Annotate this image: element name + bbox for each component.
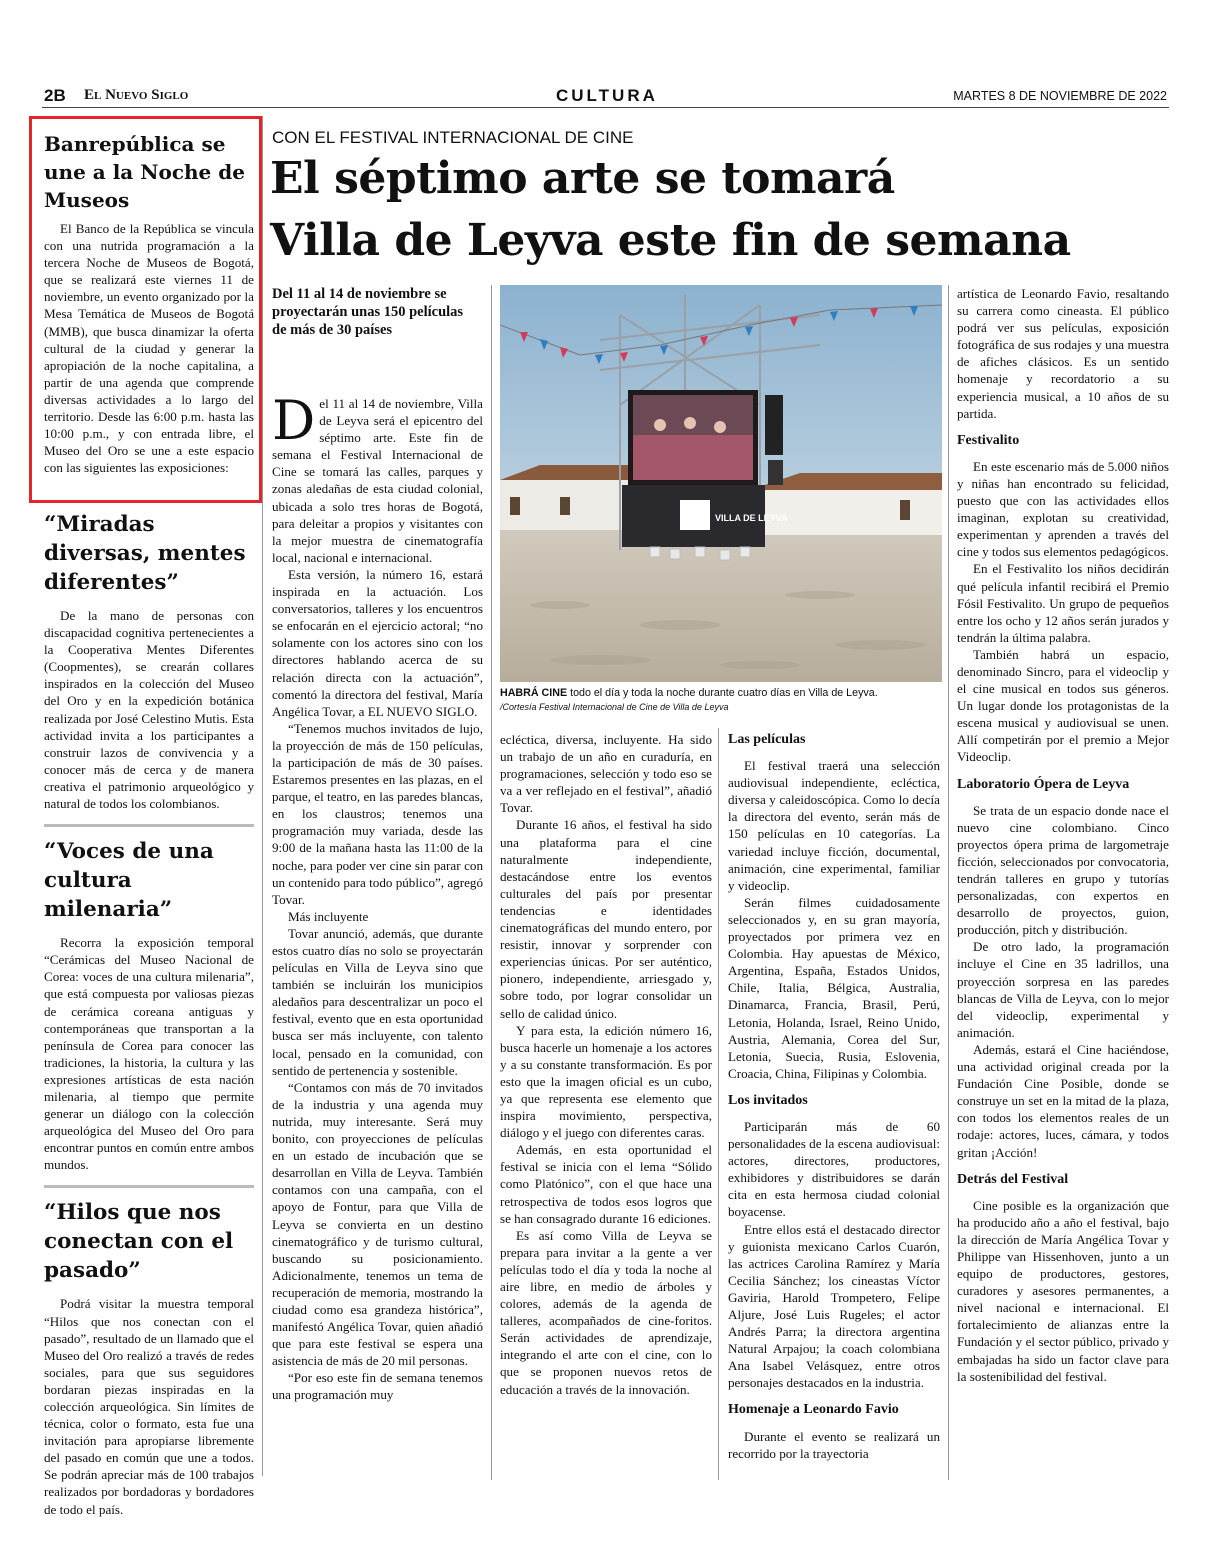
article-paragraph: “Tenemos muchos invitados de lujo, la proyección de más de 150 películas, la participación de más de 30 países. Estaremos presentes en las plazas, en el parque, el teatro, en las paredes blancas, en los claustros; tenemos una programación muy variada, desde las 9:00 de la mañana hasta las 11:00 de la noche, para poder ver cine sin parar con un contenido para todo público”, agregó Tovar. (272, 720, 483, 907)
article-paragraph: Tovar anunció, además, que durante estos cuatro días no solo se proyectarán películas en Villa de Leyva sino que también se incluirán los municipios aledaños para descentralizar un poco el festival, evento que en esta oportunidad busca ser más incluyente, con talento local, pensado en la comunidad, con sentido de pertenencia y sostenible. (272, 925, 483, 1078)
article-paragraph: En el Festivalito los niños decidirán qué película infantil recibirá el Premio Fósil Festivalito. Un grupo de pequeños entre los ocho y 12 años serán jurados y tendrán la última palabra. (957, 561, 1169, 645)
article-subhead: Detrás del Festival (957, 1171, 1069, 1187)
column-divider (948, 285, 949, 1480)
sidebar-item-title: “Hilos que nos conectan con el pasado” (44, 1200, 234, 1284)
article-paragraph: Durante 16 años, el festival ha sido una plataforma para el cine naturalmente independiente, destacándose entre los eventos culturales del país por presentar tendencias e identidades cinematográficas del mundo entero, por resistir, innovar y sorprender con experiencias únicas. Por ser auténtico, pionero, independiente, arriesgado y, sobre todo, por lograr consolidar un sello de calidad único. (500, 817, 712, 1021)
article-paragraph: Además, estará el Cine haciéndose, una actividad original creada por la Fundación Cine Posible, donde se construye un set en la mitad de la plaza, con todos los elementos reales de un rodaje: actores, luces, cámara, y todos gritan ¡Acción! (957, 1041, 1169, 1160)
article-photo (500, 285, 942, 682)
article-paragraph: Entre ellos está el destacado director y guionista mexicano Carlos Cuarón, las actrices Carolina Ramírez y María Cecilia Sánchez; los cineastas Víctor Gaviria, Harold Trompetero, Felipe Aljure, José Luis Rugeles; el actor Andrés Parra; la directora argentina Natural Arpajou; la coach colombiana Ana Isabel Velásquez, entre otros personajes destacados en la industria. (728, 1221, 940, 1391)
article-paragraph: ecléctica, diversa, incluyente. Ha sido un trabajo de un año en curaduría, en programaciones, selección y todo eso se va a ver reflejado en el festival”, añadió Tovar. (500, 732, 712, 816)
article-deck: Del 11 al 14 de noviembre se proyectarán unas 150 películas de más de 30 países (272, 286, 464, 338)
sidebar-items (44, 510, 254, 1518)
article-paragraph: Del 11 al 14 de noviembre, Villa de Leyva será el epicentro del séptimo arte. Este fin de semana el Festival Internacional de Cine se tomará las calles, parques y zonas aledañas de esta ciudad colonial, ubicada a solo tres horas de Bogotá, para deleitar a propios y visitantes con la mejor muestra de cinematografía local, nacional e internacional. (272, 389, 483, 565)
article-subhead: Festivalito (957, 432, 1020, 448)
photo-credit: /Cortesía Festival Internacional de Cine de Villa de Leyva (500, 702, 729, 712)
photo-caption-text: todo el día y toda la noche durante cuatro días en Villa de Leyva. (570, 687, 878, 699)
article-paragraph: Además, en esta oportunidad el festival se inicia con el lema “Sólido como Platónico”, con el que hace una retrospectiva de todos esos logros que se han consagrado durante 16 ediciones. (500, 1142, 712, 1226)
article-paragraph: Serán filmes cuidadosamente seleccionados y, en su gran mayoría, proyectados por primera vez en Colombia. Hay apuestas de México, Argentina, España, Estados Unidos, Chile, Italia, Bélgica, Australia, Dinamarca, Francia, Brasil, Perú, Letonia, Holanda, Israel, Reino Unido, Austria, Alemania, Corea del Sur, Letonia, Suecia, Rusia, Eslovenia, Croacia, China, Filipinas y Colombia. (728, 894, 940, 1081)
article-subhead: Laboratorio Ópera de Leyva (957, 776, 1130, 792)
sidebar-item-title: “Miradas diversas, mentes diferentes” (44, 512, 246, 595)
screen-banner-text: VILLA DE LEYVA (715, 513, 788, 523)
article-paragraph: Es así como Villa de Leyva se prepara para invitar a la gente a ver películas todo el día y toda la noche al aire libre, en medio de árboles y colores, además de la agenda de talleres, acompañados de cine-foritos. Serán actividades de aprendizaje, integrando el arte con el cine, con lo que se proponen nuevos retos de educación a través de la innovación. (500, 1227, 712, 1397)
sidebar-item-title: “Voces de una cultura milenaria” (44, 839, 214, 923)
sidebar (44, 130, 254, 476)
sidebar-item (44, 837, 254, 1173)
article-subhead: Más incluyente (288, 908, 369, 924)
page-date: MARTES 8 DE NOVIEMBRE DE 2022 (953, 89, 1167, 103)
article-kicker: CON EL FESTIVAL INTERNACIONAL DE CINE (272, 128, 634, 147)
article-paragraph: Y para esta, la edición número 16, busca hacerle un homenaje a los actores y a su constante transformación. Es por esto que la imagen oficial es un cubo, ya que representa ese elemento que inspira movimiento, perspectiva, diálogo y el juego con diferentes caras. (500, 1022, 712, 1141)
dropcap: D (272, 389, 316, 452)
photo-caption-lead: HABRÁ CINE (500, 687, 568, 699)
sidebar-item (44, 510, 254, 812)
headline-line-1: El séptimo arte se tomará (270, 153, 895, 204)
page-number: 2B (44, 86, 66, 105)
article-column-3 (728, 731, 940, 1462)
article-column-2 (500, 731, 712, 1398)
sidebar-divider (44, 1185, 254, 1188)
column-divider (718, 728, 719, 1480)
article-paragraph: En este escenario más de 5.000 niños y niñas han encontrado su felicidad, puesto que con las actividades ellos imaginan, explotan su creatividad, experimentan y aprenden a través del cine y todos sus elementos pedagógicos. (957, 458, 1169, 560)
sidebar-item-text: Podrá visitar la muestra temporal “Hilos que nos conectan con el pasado”, resultado de un llamado que el Museo del Oro realizó a través de redes sociales, para que sus seguidores bordaran piezas inspiradas en la colección arqueológica. Sin límites de técnica, color o formato, esta fue una invitación para apropiarse libremente del pasado en común que une a todos. Se podrán apreciar más de 100 trabajos realizados por bordadoras y bordadores de todo el país. (44, 1296, 254, 1517)
article-column-1 (272, 389, 483, 1404)
column-divider (262, 116, 263, 1476)
article-paragraph: Durante el evento se realizará un recorrido por la trayectoria (728, 1428, 940, 1461)
article-paragraph: Esta versión, la número 16, estará inspirada en la actuación. Los conversatorios, talleres y los encuentros se enfocarán en el ejercicio actoral; “no solamente con los actores sino con los directores hablando acerca de su relación directa con la actuación”, comentó la directora del festival, María Angélica Tovar, a EL NUEVO SIGLO. (272, 566, 483, 719)
column-divider (491, 285, 492, 1480)
article-paragraph: Se trata de un espacio donde nace el nuevo cine colombiano. Cinco proyectos ópera prima de largometraje ficción, seleccionados por convocatoria, tendrán talleres en grupo y tutorías personalizadas, con expertos en desarrollo de proyectos, guion, producción, pitch y distribución. (957, 802, 1169, 938)
article-paragraph: “Contamos con más de 70 invitados de la industria y una agenda muy nutrida, muy interesante. Será muy bonito, con proyecciones de películas en un estado de incubación que se desarrollan en Villa de Leyva. También contamos con una campaña, con el apoyo de Fontur, para que Villa de Leyva se convierta en un destino cinematográfico y de turismo cultural, buscando su posicionamiento. Adicionalmente, tenemos un tema de recuperación de memoria, mostrando la ciudad como esa grandeza histórica”, manifestó Angélica Tovar, quien añadió que para este festival se espera una asistencia de más de 20 mil personas. (272, 1079, 483, 1369)
article-paragraph: Participarán más de 60 personalidades de la escena audiovisual: actores, directores, productores, exhibidores y distribuidores se darán cita en esta hermosa ciudad colonial boyacense. (728, 1118, 940, 1220)
article-subhead: Homenaje a Leonardo Favio (728, 1402, 899, 1418)
header-rule (42, 107, 1169, 108)
sidebar-boxed-title: Banrepública se une a la Noche de Museos (44, 132, 245, 212)
sidebar-divider (44, 824, 254, 827)
sidebar-item-text: De la mano de personas con discapacidad cognitiva pertenecientes a la Cooperativa Mentes Diferentes (Coopmentes), se crearán collares inspirados en la colección del Museo del Oro y en la expedición botánica realizada por José Celestino Mutis. Esta actividad invita a los participantes a construir lazos de convivencia y a conocer más de cerca y de manera creativa el patrimonio arqueológico y natural de todos los colombianos. (44, 608, 254, 812)
article-paragraph: De otro lado, la programación incluye el Cine en 35 ladrillos, una proyección sorpresa en las paredes blancas de Villa de Leyva, con lo mejor del videoclip, experimental y animación. (957, 939, 1169, 1040)
section-name: CULTURA (556, 86, 658, 105)
sidebar-item (44, 1198, 254, 1517)
article-paragraph: Cine posible es la organización que ha producido año a año el festival, bajo la dirección de María Angélica Tovar y Philippe van Hissenhoven, junto a un equipo de productores, gestores, curadores y asesores permanentes, a nivel nacional e internacional. El fortalecimiento de alianzas entre la Fundación y el sector público, privado y embajadas ha sido un factor clave para la sostenibilidad del festival. (957, 1197, 1169, 1384)
article-column-4 (957, 285, 1169, 1385)
newspaper-name: El Nuevo Siglo (84, 87, 189, 103)
headline-line-2: Villa de Leyva este fin de semana (270, 215, 1071, 266)
article-paragraph: artística de Leonardo Favio, resaltando su carrera como cineasta. El público podrá ver sus películas, exposición fotográfica de sus rodajes y una muestra de afiches clásicos. Es un sentido homenaje y recordatorio a su experiencia musical, a 10 años de su partida. (957, 286, 1169, 421)
festival-screen-photo (500, 285, 942, 682)
article-paragraph: También habrá un espacio, denominado Sincro, para el videoclip y el cine musical en todos sus géneros. Un lugar donde los protagonistas de la escena musical y audiovisual se unen. Allí competirán por el premio a Mejor Videoclip. (957, 646, 1169, 765)
article-subhead: Las películas (728, 732, 806, 747)
sidebar-item-text: Recorra la exposición temporal “Cerámicas del Museo Nacional de Corea: voces de una cultura milenaria”, que está compuesta por valiosas piezas de cerámica coreana antiguas y contemporáneas que transportan a la península de Corea para conocer las tradiciones, la historia, la cultura y las expresiones artísticas de esta nación milenaria, al tiempo que permite generar un diálogo con la colección arqueológica del Museo del Oro para encontrar puntos en común entre ambos mundos. (44, 935, 254, 1173)
article-paragraph: “Por eso este fin de semana tenemos una programación muy (272, 1370, 483, 1403)
article-subhead: Los invitados (728, 1092, 808, 1108)
article-paragraph: El festival traerá una selección audiovisual independiente, ecléctica, diversa y caleidoscópica. Como lo decía la directora del evento, serán más de 150 películas en 10 categorías. La variedad incluye ficción, documental, animación, cine experimental, familiar y videoclip. (728, 758, 940, 893)
photo-caption (500, 686, 945, 714)
sidebar-boxed-text: El Banco de la República se vincula con una nutrida programación a la tercera Noche de Museos de Bogotá, que se realizará este viernes 11 de noviembre, un evento organizado por la Mesa Temática de Museos de Bogotá (MMB), que busca dinamizar la oferta cultural de la ciudad y generar la apropiación de la noche capitalina, a partir de una agenda que comprende diversas actividades a lo largo del territorio. Desde las 6:00 p.m. hasta las 10:00 p.m., y con entrada libre, el Museo del Oro se une a este espacio con las siguientes las exposiciones: (44, 221, 254, 476)
